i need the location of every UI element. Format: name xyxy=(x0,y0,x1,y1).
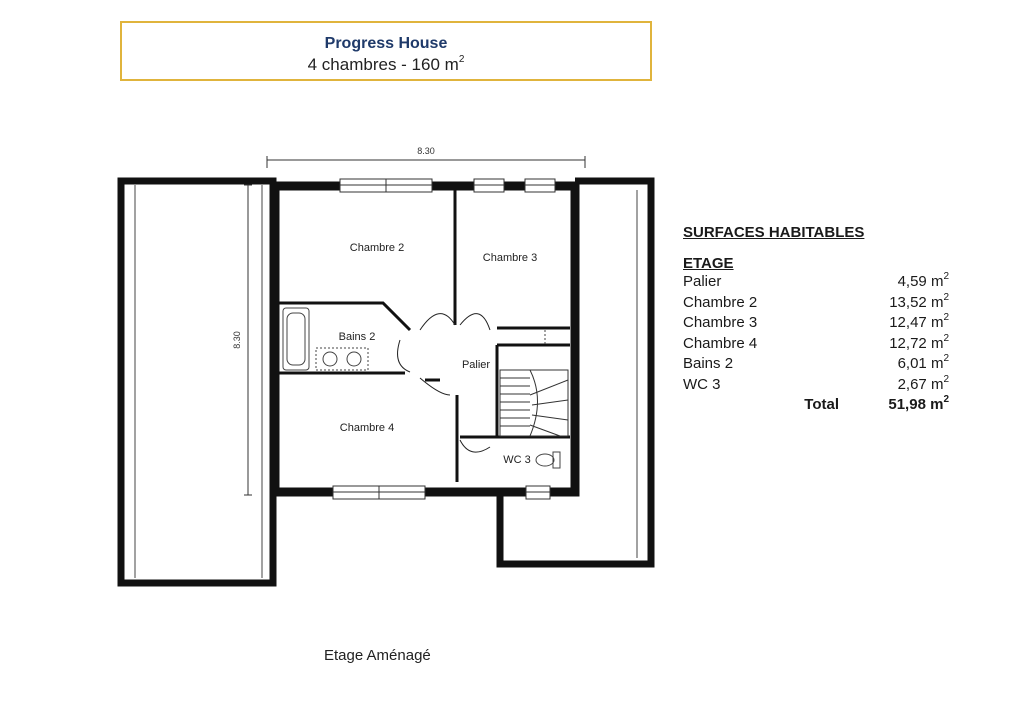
dimension-top xyxy=(267,156,585,168)
surface-row-label: Bains 2 xyxy=(683,355,734,372)
surfaces-table xyxy=(683,224,949,415)
dimension-height-label: 8.30 xyxy=(232,331,242,349)
surface-row xyxy=(683,354,949,375)
surface-row-unit: m xyxy=(930,355,944,372)
surface-row-unit: m xyxy=(930,293,944,311)
room-label-chambre-3: Chambre 3 xyxy=(482,252,538,264)
main-floor-wall xyxy=(275,186,575,492)
room-label-bains-2: Bains 2 xyxy=(338,331,376,343)
surface-row-label: Chambre 2 xyxy=(683,293,758,311)
surface-row xyxy=(683,272,949,293)
surface-row-label: Palier xyxy=(683,273,722,290)
surfaces-heading: SURFACES HABITABLES xyxy=(683,224,865,241)
dimension-width-label: 8.30 xyxy=(417,146,435,156)
window xyxy=(525,179,555,192)
surface-row-number: 6,01 xyxy=(897,355,927,372)
surface-row-number: 4,59 xyxy=(897,273,927,290)
surface-row-unit-sup: 2 xyxy=(943,353,949,364)
room-label-chambre-2: Chambre 2 xyxy=(349,242,405,254)
surfaces-total-number: 51,98 xyxy=(888,396,926,413)
surfaces-total-unit: m xyxy=(930,396,944,413)
room-label-palier: Palier xyxy=(461,359,491,371)
surface-row-value xyxy=(898,354,949,375)
surface-row xyxy=(683,293,949,314)
plan-caption: Etage Aménagé xyxy=(324,647,431,664)
surface-row-value xyxy=(889,334,949,355)
surfaces-total-unit-sup: 2 xyxy=(943,394,949,405)
surface-row-value xyxy=(898,375,949,396)
surface-row xyxy=(683,375,949,396)
surface-row-unit-sup: 2 xyxy=(943,373,949,385)
surface-row-unit-sup: 2 xyxy=(943,312,949,323)
door xyxy=(398,314,490,452)
room-label-chambre-4: Chambre 4 xyxy=(339,422,395,434)
surface-row-label: Chambre 3 xyxy=(683,314,758,331)
surfaces-rows xyxy=(683,272,949,395)
surface-row-unit: m xyxy=(930,273,944,290)
surfaces-total-value xyxy=(869,395,949,415)
surface-row-number: 12,47 xyxy=(889,314,927,331)
bathtub xyxy=(283,308,309,370)
surface-row-label: WC 3 xyxy=(683,375,721,393)
window xyxy=(333,486,425,499)
double-sink xyxy=(316,348,368,370)
surfaces-level: ETAGE xyxy=(683,255,734,272)
room-label-wc-3: WC 3 xyxy=(503,454,531,466)
surface-row-number: 2,67 xyxy=(897,375,927,393)
surface-row-unit: m xyxy=(930,314,944,331)
window xyxy=(474,179,504,192)
surface-row-number: 12,72 xyxy=(889,334,927,352)
surface-row-value xyxy=(898,272,949,293)
surface-row-label: Chambre 4 xyxy=(683,334,758,352)
surface-row-unit: m xyxy=(930,334,944,352)
left-wing-wall xyxy=(121,181,273,583)
surface-row-unit-sup: 2 xyxy=(943,291,949,303)
plan-title: Progress House xyxy=(324,35,448,52)
window xyxy=(526,486,550,499)
staircase xyxy=(500,370,568,436)
surfaces-total-label: Total xyxy=(804,396,839,413)
surface-row-unit-sup: 2 xyxy=(943,271,949,282)
surface-row-value xyxy=(889,313,949,334)
window xyxy=(340,179,432,192)
surface-row-number: 13,52 xyxy=(889,293,927,311)
plan-subtitle-text: 4 chambres - 160 m xyxy=(307,55,459,74)
interior-walls xyxy=(279,190,570,482)
surface-row xyxy=(683,313,949,334)
dimension-left xyxy=(244,185,252,495)
surface-row xyxy=(683,334,949,355)
surface-row-value xyxy=(889,293,949,314)
surface-row-unit: m xyxy=(930,375,944,393)
plan-subtitle-sup: 2 xyxy=(458,54,465,65)
toilet xyxy=(536,452,560,468)
surfaces-total-row xyxy=(683,395,949,415)
surface-row-unit-sup: 2 xyxy=(943,332,949,344)
